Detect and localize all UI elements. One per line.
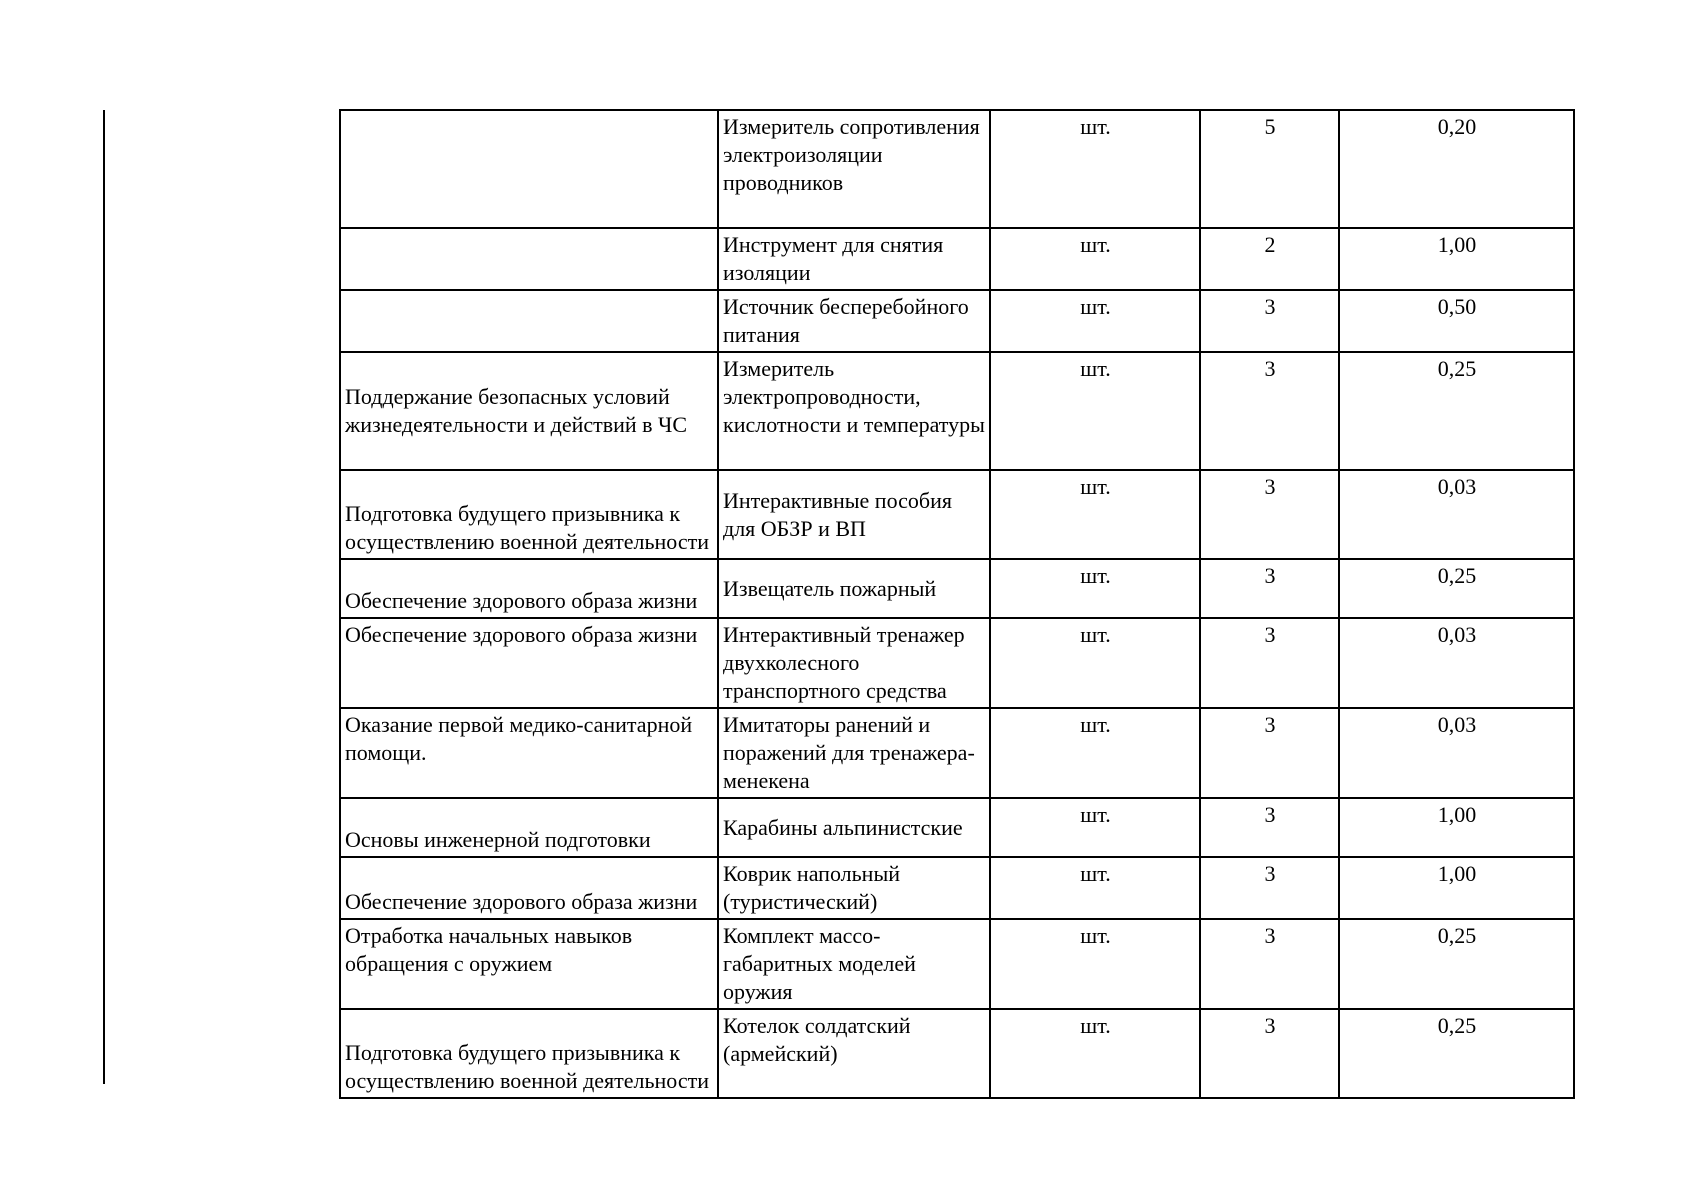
quantity-text: 3 — [1264, 356, 1276, 381]
table-row — [340, 228, 1574, 290]
coefficient-text: 1,00 — [1437, 861, 1477, 886]
coefficient-text: 0,25 — [1437, 563, 1477, 588]
quantity-cell — [1200, 798, 1339, 857]
unit-text: шт. — [1080, 294, 1111, 319]
coefficient-cell — [1339, 470, 1574, 559]
page-margin-line — [103, 110, 105, 1084]
topic-cell — [340, 352, 718, 470]
table-row — [340, 798, 1574, 857]
item-name-cell — [718, 857, 990, 919]
item-name-text: Инструмент для снятия изоляции — [723, 232, 944, 285]
coefficient-cell — [1339, 559, 1574, 618]
unit-text: шт. — [1080, 1013, 1111, 1038]
item-name-text: Коврик напольный (туристический) — [723, 861, 900, 914]
unit-cell — [990, 290, 1200, 352]
coefficient-cell — [1339, 708, 1574, 798]
unit-cell — [990, 470, 1200, 559]
topic-text: Поддержание безопасных условий жизнедеятельности и действий в ЧС — [345, 384, 688, 437]
quantity-text: 3 — [1264, 474, 1276, 499]
table-row — [340, 857, 1574, 919]
quantity-cell — [1200, 708, 1339, 798]
coefficient-text: 0,25 — [1437, 923, 1477, 948]
topic-cell — [340, 228, 718, 290]
topic-cell — [340, 708, 718, 798]
coefficient-cell — [1339, 798, 1574, 857]
item-name-text: Карабины альпинистские — [723, 814, 963, 840]
item-name-cell — [718, 228, 990, 290]
unit-cell — [990, 857, 1200, 919]
table-row — [340, 919, 1574, 1009]
item-name-text: Извещатель пожарный — [723, 575, 937, 601]
coefficient-cell — [1339, 618, 1574, 708]
unit-cell — [990, 1009, 1200, 1098]
item-name-cell — [718, 798, 990, 857]
quantity-text: 3 — [1264, 1013, 1276, 1038]
item-name-text: Интерактивные пособия для ОБЗР и ВП — [723, 487, 952, 541]
coefficient-cell — [1339, 352, 1574, 470]
unit-cell — [990, 352, 1200, 470]
coefficient-cell — [1339, 1009, 1574, 1098]
topic-cell — [340, 559, 718, 618]
unit-cell — [990, 798, 1200, 857]
quantity-cell — [1200, 110, 1339, 228]
unit-text: шт. — [1080, 861, 1111, 886]
quantity-cell — [1200, 559, 1339, 618]
topic-cell — [340, 919, 718, 1009]
unit-text: шт. — [1080, 114, 1111, 139]
item-name-text: Измеритель электропроводности, кислотности и температуры — [723, 356, 985, 437]
coefficient-text: 1,00 — [1437, 232, 1477, 257]
quantity-cell — [1200, 228, 1339, 290]
unit-text: шт. — [1080, 802, 1111, 827]
table-row — [340, 559, 1574, 618]
unit-cell — [990, 110, 1200, 228]
quantity-cell — [1200, 470, 1339, 559]
item-name-text: Измеритель сопротивления электроизоляции проводников — [723, 114, 980, 195]
item-name-cell — [718, 618, 990, 708]
topic-cell — [340, 857, 718, 919]
unit-text: шт. — [1080, 923, 1111, 948]
unit-text: шт. — [1080, 712, 1111, 737]
coefficient-cell — [1339, 228, 1574, 290]
quantity-text: 3 — [1264, 712, 1276, 737]
table-row — [340, 290, 1574, 352]
quantity-text: 3 — [1264, 294, 1276, 319]
table-row — [340, 352, 1574, 470]
unit-cell — [990, 919, 1200, 1009]
topic-text: Обеспечение здорового образа жизни — [345, 622, 698, 647]
coefficient-text: 0,20 — [1437, 114, 1477, 139]
unit-cell — [990, 559, 1200, 618]
topic-cell — [340, 798, 718, 857]
topic-cell — [340, 618, 718, 708]
unit-cell — [990, 708, 1200, 798]
table-row — [340, 708, 1574, 798]
coefficient-text: 0,03 — [1437, 622, 1477, 647]
unit-text: шт. — [1080, 474, 1111, 499]
coefficient-cell — [1339, 110, 1574, 228]
coefficient-cell — [1339, 857, 1574, 919]
quantity-text: 2 — [1264, 232, 1276, 257]
topic-text: Оказание первой медико-санитарной помощи. — [345, 712, 693, 765]
item-name-text: Комплект массо-габаритных моделей оружия — [723, 923, 916, 1004]
item-name-cell — [718, 352, 990, 470]
coefficient-text: 0,25 — [1437, 1013, 1477, 1038]
quantity-text: 3 — [1264, 861, 1276, 886]
item-name-cell — [718, 110, 990, 228]
coefficient-text: 1,00 — [1437, 802, 1477, 827]
coefficient-text: 0,25 — [1437, 356, 1477, 381]
topic-text: Обеспечение здорового образа жизни — [345, 588, 698, 613]
item-name-cell — [718, 290, 990, 352]
item-name-text: Источник бесперебойного питания — [723, 294, 969, 347]
topic-text: Подготовка будущего призывника к осуществлению военной деятельности — [345, 501, 710, 554]
unit-cell — [990, 618, 1200, 708]
item-name-cell — [718, 919, 990, 1009]
topic-cell — [340, 470, 718, 559]
topic-text: Основы инженерной подготовки — [345, 827, 651, 852]
coefficient-text: 0,03 — [1437, 474, 1477, 499]
table-row — [340, 110, 1574, 228]
quantity-cell — [1200, 919, 1339, 1009]
quantity-cell — [1200, 1009, 1339, 1098]
item-name-text: Интерактивный тренажер двухколесного транспортного средства — [723, 622, 965, 703]
item-name-cell — [718, 1009, 990, 1098]
quantity-cell — [1200, 857, 1339, 919]
topic-cell — [340, 110, 718, 228]
unit-cell — [990, 228, 1200, 290]
topic-text: Подготовка будущего призывника к осуществлению военной деятельности — [345, 1040, 710, 1093]
topic-text: Обеспечение здорового образа жизни — [345, 889, 698, 914]
coefficient-cell — [1339, 919, 1574, 1009]
quantity-text: 3 — [1264, 563, 1276, 588]
item-name-cell — [718, 708, 990, 798]
item-name-text: Котелок солдатский (армейский) — [723, 1013, 911, 1066]
topic-cell — [340, 1009, 718, 1098]
table-row — [340, 618, 1574, 708]
item-name-text: Имитаторы ранений и поражений для тренажера-менекена — [723, 712, 975, 793]
quantity-text: 3 — [1264, 923, 1276, 948]
quantity-text: 5 — [1264, 114, 1276, 139]
coefficient-cell — [1339, 290, 1574, 352]
topic-text: Отработка начальных навыков обращения с оружием — [345, 923, 633, 976]
quantity-cell — [1200, 352, 1339, 470]
coefficient-text: 0,03 — [1437, 712, 1477, 737]
item-name-cell — [718, 559, 990, 618]
quantity-text: 3 — [1264, 802, 1276, 827]
coefficient-text: 0,50 — [1437, 294, 1477, 319]
equipment-table — [339, 109, 1575, 1099]
quantity-cell — [1200, 290, 1339, 352]
unit-text: шт. — [1080, 563, 1111, 588]
table-row — [340, 1009, 1574, 1098]
unit-text: шт. — [1080, 232, 1111, 257]
table-row — [340, 470, 1574, 559]
unit-text: шт. — [1080, 622, 1111, 647]
quantity-cell — [1200, 618, 1339, 708]
topic-cell — [340, 290, 718, 352]
unit-text: шт. — [1080, 356, 1111, 381]
quantity-text: 3 — [1264, 622, 1276, 647]
item-name-cell — [718, 470, 990, 559]
